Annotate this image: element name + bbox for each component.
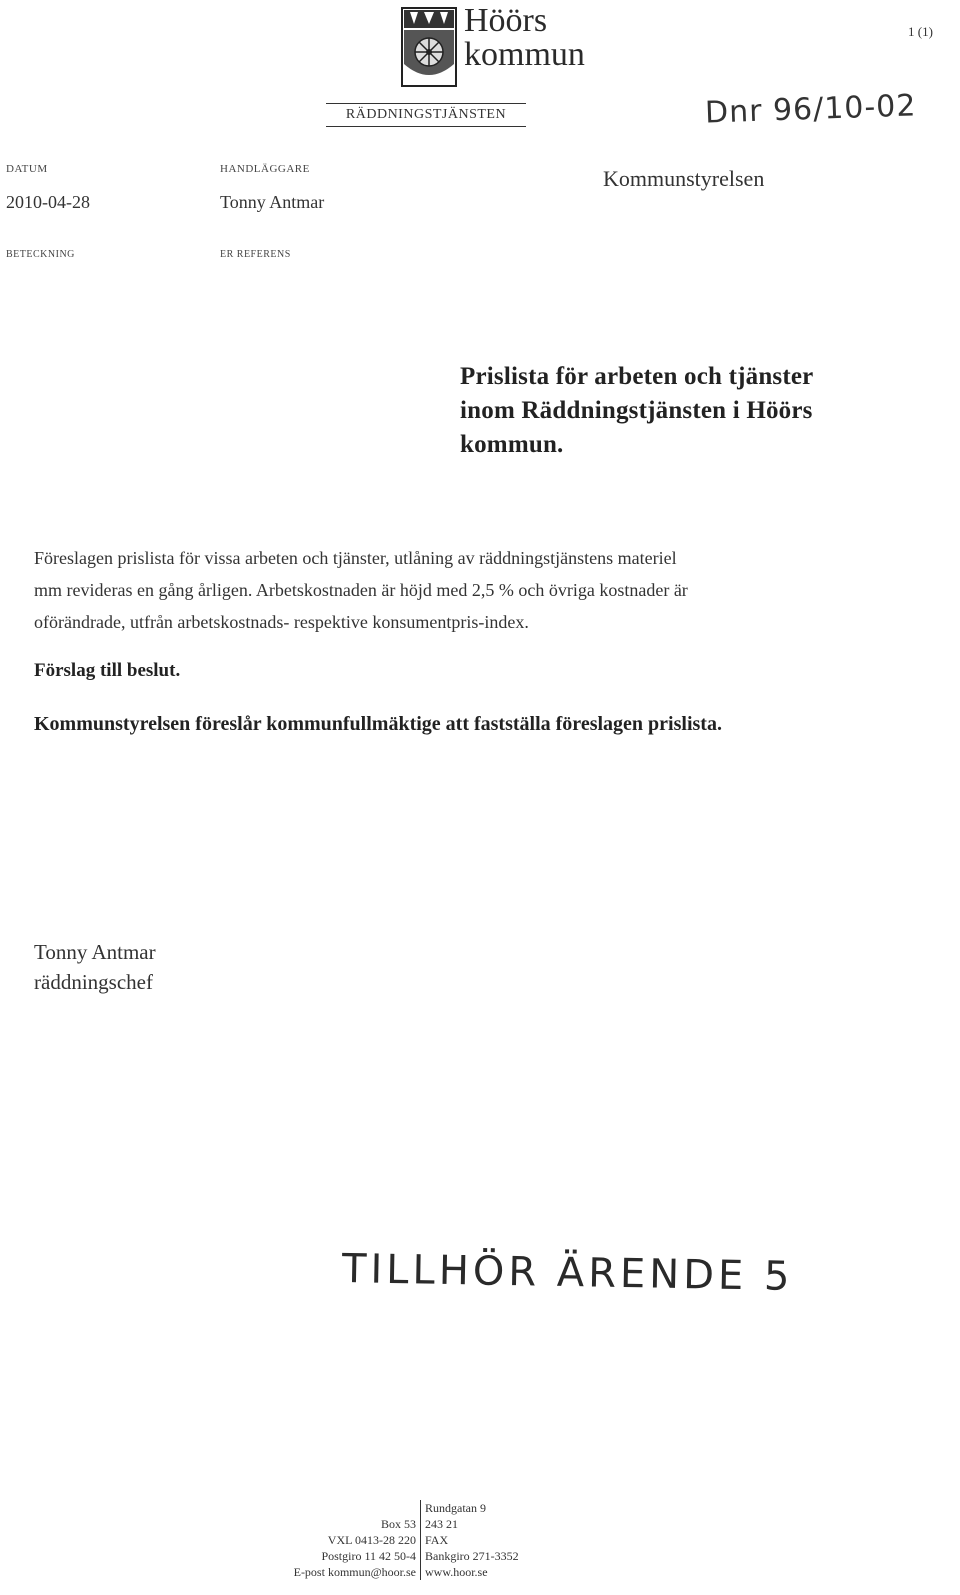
footer-row xyxy=(236,1500,716,1516)
handwritten-case-number: Dnr 96/10-02 xyxy=(704,88,917,131)
footer-left: Postgiro 11 42 50-4 xyxy=(236,1548,421,1564)
recipient: Kommunstyrelsen xyxy=(603,166,765,191)
reference-label: ER REFERENS xyxy=(220,249,291,260)
date-label: DATUM xyxy=(6,163,48,175)
footer-row xyxy=(236,1532,716,1548)
page-number: 1 (1) xyxy=(908,24,933,39)
body-paragraph xyxy=(34,542,914,638)
footer-right: www.hoor.se xyxy=(425,1565,488,1579)
paragraph-line-1: Föreslagen prislista för vissa arbeten och tjänster, utlåning av räddningstjänstens materiel xyxy=(34,548,677,568)
title-line-1: Prislista för arbeten och tjänster xyxy=(460,363,814,390)
title-line-2: inom Räddningstjänsten i Höörs xyxy=(460,397,813,424)
proposal-heading: Förslag till beslut. xyxy=(34,660,181,681)
signature-name: Tonny Antmar xyxy=(34,940,156,964)
handler-label: HANDLÄGGARE xyxy=(220,163,310,175)
date-value: 2010-04-28 xyxy=(6,192,90,212)
footer-row xyxy=(236,1564,716,1580)
handwritten-case-annotation: TILLHÖR ÄRENDE 5 xyxy=(341,1246,794,1300)
footer-left: E-post kommun@hoor.se xyxy=(236,1564,421,1580)
logo-line-2: kommun xyxy=(464,36,585,73)
municipality-logo xyxy=(400,4,660,94)
footer-right: Bankgiro 271-3352 xyxy=(425,1549,519,1563)
designation-label: BETECKNING xyxy=(6,249,75,260)
handler-value: Tonny Antmar xyxy=(220,192,325,212)
coat-of-arms-icon xyxy=(400,6,458,88)
footer-right: Rundgatan 9 xyxy=(425,1501,486,1515)
title-line-3: kommun. xyxy=(460,431,564,458)
footer-right: 243 21 xyxy=(425,1517,458,1531)
paragraph-line-3: oförändrade, utfrån arbetskostnads- respektive konsumentpris-index. xyxy=(34,612,529,632)
logo-line-1: Höörs xyxy=(464,2,548,39)
footer-contact xyxy=(236,1500,716,1580)
department-name: RÄDDNINGSTJÄNSTEN xyxy=(326,103,526,127)
signature-block xyxy=(34,937,156,997)
paragraph-line-2: mm revideras en gång årligen. Arbetskostnaden är höjd med 2,5 % och övriga kostnader är xyxy=(34,580,688,600)
footer-left: Box 53 xyxy=(236,1516,421,1532)
signature-role: räddningschef xyxy=(34,970,153,994)
document-title xyxy=(460,360,900,462)
footer-row xyxy=(236,1516,716,1532)
proposal-text: Kommunstyrelsen föreslår kommunfullmäktige att fastställa föreslagen prislista. xyxy=(34,713,722,735)
footer-left xyxy=(236,1500,421,1516)
footer-right: FAX xyxy=(425,1533,449,1547)
footer-left: VXL 0413-28 220 xyxy=(236,1532,421,1548)
footer-row xyxy=(236,1548,716,1564)
